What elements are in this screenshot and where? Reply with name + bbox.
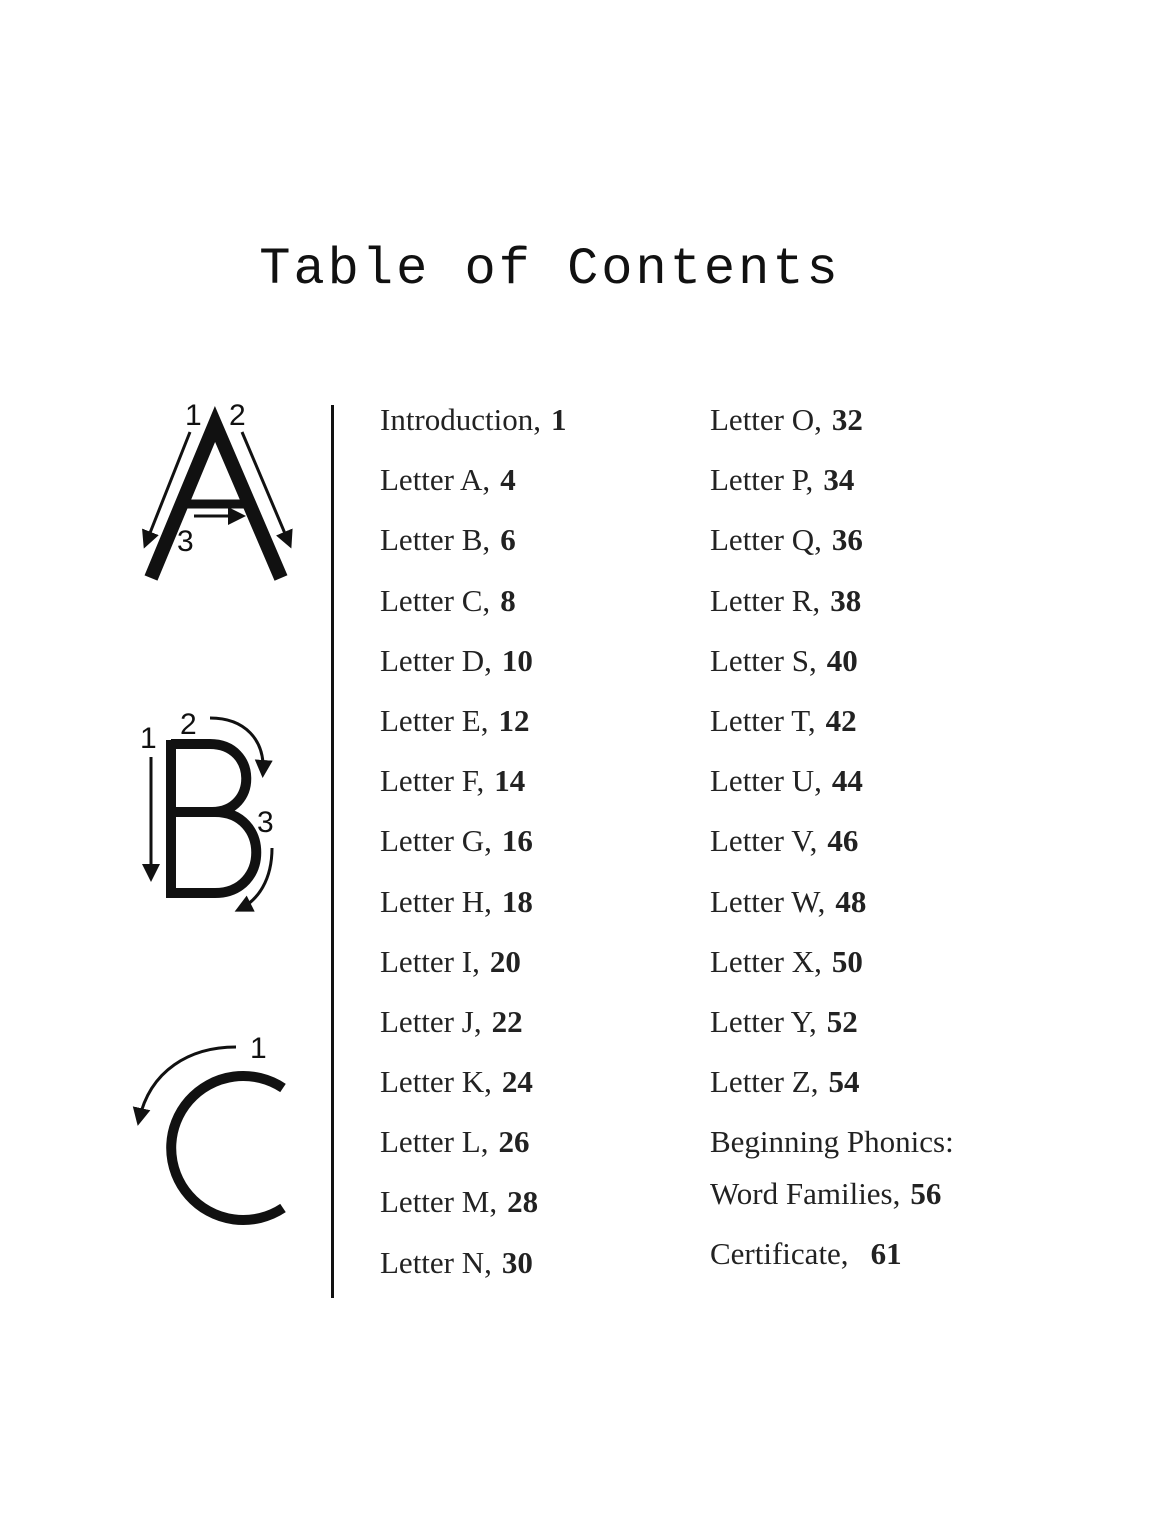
letter-c-stroke-guide <box>139 1032 283 1220</box>
toc-entry[interactable] <box>380 639 567 699</box>
toc-entry-label: Letter Y, <box>710 1003 817 1039</box>
toc-entry-page: 4 <box>500 462 516 498</box>
step-number: 1 <box>250 1032 267 1065</box>
toc-entry[interactable] <box>710 699 954 759</box>
toc-entry-label: Letter I, <box>380 943 480 979</box>
letter-b-stroke-guide <box>140 708 274 909</box>
toc-entry-page: 38 <box>830 582 862 618</box>
toc-entry-certificate[interactable] <box>710 1232 954 1292</box>
toc-entry-page: 8 <box>500 582 516 618</box>
toc-entry[interactable] <box>380 579 567 639</box>
toc-entry-label: Letter J, <box>380 1003 482 1039</box>
step-number: 3 <box>177 525 194 558</box>
toc-entry-page: 10 <box>501 642 533 678</box>
toc-entry[interactable] <box>710 819 954 879</box>
toc-left-column <box>380 398 567 1301</box>
toc-entry[interactable] <box>380 518 567 578</box>
column-divider <box>331 405 334 1298</box>
toc-entry-label: Letter K, <box>380 1064 492 1100</box>
toc-entry-page: 30 <box>501 1244 533 1280</box>
toc-entry-label: Letter Z, <box>710 1064 819 1100</box>
toc-entry-page: 28 <box>507 1184 539 1220</box>
toc-entry-label: Introduction, <box>380 402 541 437</box>
toc-entry[interactable] <box>710 639 954 699</box>
toc-entry-page: 46 <box>827 823 859 859</box>
toc-entry-label: Letter S, <box>710 642 817 678</box>
step-number: 3 <box>257 806 274 839</box>
toc-entry-label: Letter M, <box>380 1184 498 1220</box>
toc-entry-label: Letter V, <box>710 823 818 859</box>
toc-entry-label: Letter F, <box>380 763 485 799</box>
toc-entry-page: 32 <box>831 402 863 437</box>
step-number: 1 <box>185 399 202 432</box>
toc-entry-label: Beginning Phonics: <box>710 1124 954 1160</box>
toc-entry-word-families[interactable] <box>710 1172 954 1232</box>
toc-right-column <box>710 398 954 1293</box>
toc-entry[interactable] <box>710 398 954 458</box>
toc-entry-page: 18 <box>501 883 533 919</box>
toc-entry-page: 1 <box>551 402 567 437</box>
toc-entry-page: 22 <box>491 1003 523 1039</box>
toc-entry-label: Letter X, <box>710 943 822 979</box>
toc-entry[interactable] <box>380 699 567 759</box>
toc-entry-label: Letter U, <box>710 763 822 799</box>
letter-stroke-illustrations <box>0 0 340 1300</box>
toc-entry[interactable] <box>380 1060 567 1120</box>
toc-entry[interactable] <box>710 458 954 518</box>
toc-entry[interactable] <box>380 940 567 1000</box>
step-number: 2 <box>229 399 246 432</box>
toc-entry-label: Letter N, <box>380 1244 492 1280</box>
step-number: 2 <box>180 708 197 741</box>
toc-entry-page: 20 <box>489 943 521 979</box>
toc-entry-page: 36 <box>831 522 863 558</box>
toc-entry[interactable] <box>710 759 954 819</box>
toc-entry-page: 61 <box>870 1236 902 1272</box>
toc-entry-page: 12 <box>498 702 530 738</box>
toc-entry-label: Letter T, <box>710 702 816 738</box>
toc-entry[interactable] <box>380 759 567 819</box>
toc-entry-label: Letter R, <box>710 582 821 618</box>
toc-entry-page: 42 <box>825 702 857 738</box>
toc-entry[interactable] <box>380 880 567 940</box>
toc-entry-label: Letter D, <box>380 642 492 678</box>
toc-entry-label: Letter C, <box>380 582 491 618</box>
toc-entry[interactable] <box>380 1180 567 1240</box>
toc-entry[interactable] <box>380 458 567 518</box>
toc-entry-label: Letter O, <box>710 402 822 437</box>
toc-entry-label: Letter B, <box>380 522 491 558</box>
toc-entry-label: Letter L, <box>380 1124 489 1160</box>
toc-entry-label: Letter Q, <box>710 522 822 558</box>
toc-entry-page: 14 <box>494 763 526 799</box>
toc-entry-page: 34 <box>823 462 855 498</box>
toc-entry-label: Letter G, <box>380 823 492 859</box>
toc-entry[interactable] <box>380 1000 567 1060</box>
toc-entry-label: Letter A, <box>380 462 491 498</box>
toc-entry[interactable] <box>710 1000 954 1060</box>
toc-entry[interactable] <box>380 398 567 458</box>
toc-entry[interactable] <box>710 940 954 1000</box>
toc-entry-page: 54 <box>828 1064 860 1100</box>
toc-entry-label: Letter W, <box>710 883 826 919</box>
toc-entry-label: Certificate, <box>710 1236 849 1272</box>
toc-entry[interactable] <box>380 1241 567 1301</box>
toc-entry[interactable] <box>380 1120 567 1180</box>
toc-entry-page: 16 <box>501 823 533 859</box>
toc-entry-page: 6 <box>500 522 516 558</box>
page-title: Table of Contents <box>259 240 841 299</box>
toc-entry-page: 44 <box>831 763 863 799</box>
toc-entry-page: 52 <box>826 1003 858 1039</box>
toc-entry-page: 48 <box>835 883 867 919</box>
toc-entry-page: 56 <box>910 1176 942 1212</box>
toc-entry-page: 50 <box>831 943 863 979</box>
toc-entry-page: 40 <box>826 642 858 678</box>
toc-entry-page: 24 <box>501 1064 533 1100</box>
toc-entry-label: Word Families, <box>710 1176 901 1212</box>
step-number: 1 <box>140 722 157 755</box>
toc-entry-label: Letter H, <box>380 883 492 919</box>
letter-a-stroke-guide <box>146 399 289 578</box>
toc-entry[interactable] <box>710 579 954 639</box>
toc-entry-label: Letter E, <box>380 702 489 738</box>
toc-entry-phonics-heading[interactable] <box>710 1120 954 1172</box>
toc-entry-label: Letter P, <box>710 462 814 498</box>
toc-entry[interactable] <box>380 819 567 879</box>
toc-entry[interactable] <box>710 518 954 578</box>
toc-entry[interactable] <box>710 880 954 940</box>
toc-entry[interactable] <box>710 1060 954 1120</box>
toc-entry-page: 26 <box>498 1124 530 1160</box>
